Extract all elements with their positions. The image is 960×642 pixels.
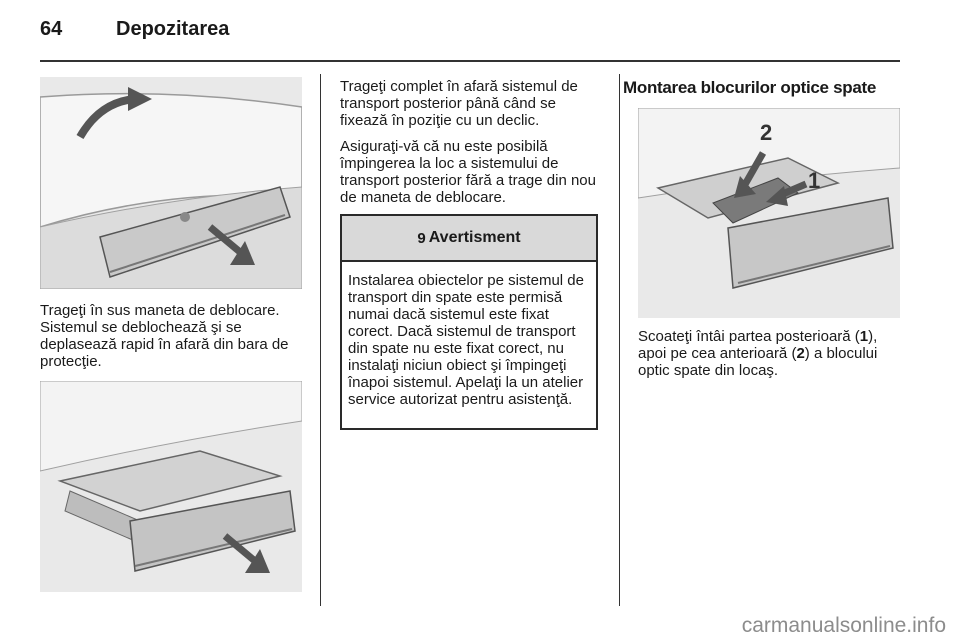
section-title: Montarea blocurilor optice spate (623, 78, 877, 97)
page-header (40, 18, 920, 58)
chapter-title: Depozitarea (116, 18, 230, 40)
instruction-verify-lock: Asiguraţi-vă că nu este posibilă împingerea la loc a sistemului de transport posterior fără a trage din nou de maneta de deblocare. (340, 138, 596, 206)
instruction-text-part: Scoateţi întâi partea posterioară ( (638, 328, 860, 345)
warning-header (342, 216, 596, 262)
callout-1: 1 (808, 168, 821, 193)
watermark: carmanualsonline.info (741, 614, 946, 637)
instruction-callout-ref-2: 2 (796, 345, 805, 362)
warning-box (340, 214, 598, 430)
warning-text: Instalarea obiectelor pe sistemul de transport din spate este permisă numai dacă sistemul este fixat corect. Dacă sistemul de transport din spate nu este fixat corect, nu instalaţi niciun obiect şi împingeţi înapoi sistemul. Apelaţi la un atelier service autorizat pentru asistenţă. (348, 272, 584, 408)
column-divider-1 (320, 74, 321, 606)
warning-icon: 9 (417, 229, 426, 247)
figure-carrier-extended (40, 381, 302, 592)
header-rule (40, 60, 900, 62)
callout-2: 2 (760, 120, 773, 145)
instruction-pull-out: Trageţi complet în afară sistemul de transport posterior până când se fixează în poziţie cu un declic. (340, 78, 578, 129)
instruction-text-part: ), apoi pe cea anterioară ( (638, 328, 878, 362)
warning-title: Avertisment (428, 229, 521, 246)
instruction-callout-ref-1: 1 (859, 328, 869, 345)
column-divider-2 (619, 74, 620, 606)
figure-release-lever (40, 77, 302, 289)
caption-release-lever: Trageţi în sus maneta de deblocare. Sistemul se deblochează şi se deplasează rapid în afară din bara de protecţie. (40, 302, 289, 370)
figure-rear-light-block (638, 108, 900, 318)
instruction-remove-light-block (638, 328, 908, 379)
page-number: 64 (40, 18, 63, 40)
instruction-text-part: ) a blocului optic spate din locaş. (638, 345, 878, 379)
